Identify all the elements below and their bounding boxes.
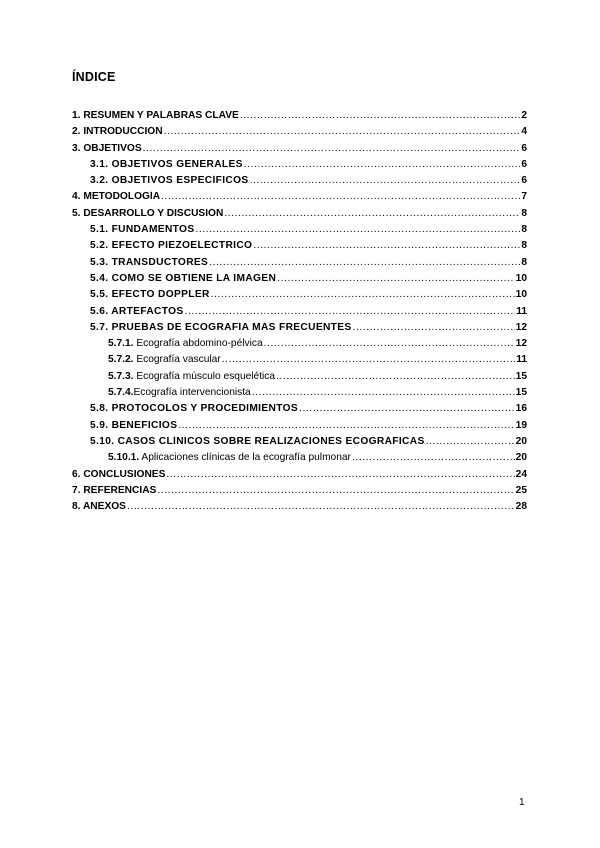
toc-entry-label: 3.2. OBJETIVOS ESPECÍFICOS: [90, 175, 249, 187]
toc-entry-page: 12: [515, 338, 527, 350]
toc-entry-label: 5.1. FUNDAMENTOS: [90, 224, 195, 236]
toc-dot-leader: [264, 338, 515, 349]
toc-entry[interactable]: [72, 338, 527, 354]
toc-entry-label: 5.7. PRUEBAS DE ECOGRAFÍA MÁS FRECUENTES: [90, 321, 352, 333]
toc-entry-number: 5.10.1.: [108, 452, 140, 464]
toc-entry[interactable]: [72, 420, 527, 436]
toc-entry[interactable]: [72, 143, 527, 159]
toc-dot-leader: [143, 143, 521, 154]
toc-entry-page: 15: [515, 370, 527, 382]
toc-entry-page: 6: [521, 175, 527, 187]
toc-dot-leader: [195, 224, 520, 235]
toc-entry[interactable]: [72, 403, 527, 419]
toc-dot-leader: [161, 191, 520, 202]
toc-dot-leader: [178, 420, 514, 431]
toc-entry-page: 24: [515, 468, 527, 480]
toc-entry-label: 7. REFERENCIAS: [72, 484, 157, 496]
toc-entry-page: 15: [515, 387, 527, 399]
toc-entry-label: 4. METODOLOGÍA: [72, 191, 161, 203]
toc-dot-leader: [353, 322, 515, 333]
toc-dot-leader: [426, 436, 515, 447]
toc-entry-number: 5.7.2.: [108, 354, 134, 366]
toc-entry[interactable]: [72, 257, 527, 273]
toc-entry-page: 2: [521, 110, 527, 121]
toc-entry[interactable]: [72, 501, 527, 517]
toc-entry[interactable]: [72, 191, 527, 207]
toc-entry-label: [108, 354, 221, 365]
toc-entry-page: 10: [515, 272, 527, 284]
toc-entry-page: 4: [521, 126, 527, 138]
toc-entry-page: 8: [521, 224, 527, 236]
toc-dot-leader: [352, 452, 515, 463]
toc-entry-label: 3.1. OBJETIVOS GENERALES: [90, 158, 243, 170]
toc-entry-text: Aplicaciones clínicas de la ecografía pulmonar: [139, 452, 351, 464]
toc-entry[interactable]: [72, 159, 527, 175]
toc-entry-label: 5.5. EFECTO DOPPLER: [90, 289, 210, 301]
toc-entry-label: 5.2. EFECTO PIEZOELÉCTRICO: [90, 240, 253, 252]
toc-entry-label: 3. OBJETIVOS: [72, 142, 142, 154]
toc-entry-label: 5.8. PROTOCOLOS Y PROCEDIMIENTOS: [90, 403, 299, 415]
toc-entry[interactable]: [72, 436, 527, 452]
toc-dot-leader: [277, 273, 514, 284]
toc-entry[interactable]: [72, 110, 527, 126]
toc-entry-page: 25: [515, 484, 527, 496]
toc-entry[interactable]: [72, 354, 527, 370]
toc-entry-number: 5.7.3.: [108, 370, 134, 382]
toc-dot-leader: [209, 257, 520, 268]
toc-entry-label: 2. INTRODUCCIÓN: [72, 126, 163, 138]
page-title: ÍNDICE: [72, 70, 116, 84]
toc-entry-label: 5.10. CASOS CLÍNICOS SOBRE REALIZACIONES ECOGRÁFICAS: [90, 435, 425, 447]
toc-entry-label: [108, 387, 251, 398]
toc-entry-text: Ecografía intervencionista: [133, 387, 251, 399]
toc-entry-label: 5.3. TRANSDUCTORES: [90, 256, 209, 268]
toc-dot-leader: [222, 354, 516, 365]
toc-entry[interactable]: [72, 371, 527, 387]
toc-entry-page: 6: [521, 158, 527, 170]
toc-dot-leader: [185, 306, 516, 317]
toc-entry-label: 5.9. BENEFICIOS: [90, 419, 178, 431]
toc-entry-page: 11: [516, 354, 527, 366]
toc-entry[interactable]: [72, 273, 527, 289]
toc-entry-page: 8: [521, 256, 527, 268]
toc-entry-label: 8. ANEXOS: [72, 501, 126, 513]
toc-dot-leader: [252, 387, 515, 398]
toc-dot-leader: [276, 371, 515, 382]
toc-entry[interactable]: [72, 306, 527, 322]
toc-entry[interactable]: [72, 175, 527, 191]
toc-entry[interactable]: [72, 485, 527, 501]
toc-entry-page: 28: [515, 501, 527, 513]
toc-dot-leader: [244, 159, 521, 170]
toc-dot-leader: [240, 110, 521, 121]
toc-entry-page: 8: [521, 207, 527, 219]
toc-entry-label: 6. CONCLUSIONES: [72, 468, 166, 480]
toc-dot-leader: [164, 126, 521, 137]
toc-dot-leader: [166, 469, 514, 480]
table-of-contents: [72, 110, 527, 517]
toc-entry-text: Ecografía vascular: [133, 354, 221, 366]
toc-dot-leader: [224, 208, 520, 219]
toc-entry-label: 5.4. COMO SE OBTIENE LA IMAGEN: [90, 272, 277, 284]
toc-entry-number: 5.7.4.: [108, 387, 134, 399]
toc-entry-page: 10: [515, 289, 527, 301]
toc-entry-page: 6: [521, 142, 527, 154]
toc-entry-label: [108, 452, 351, 463]
toc-entry-label: 1. RESUMEN Y PALABRAS CLAVE: [72, 110, 239, 121]
toc-entry[interactable]: [72, 126, 527, 142]
toc-dot-leader: [250, 175, 521, 186]
toc-entry[interactable]: [72, 240, 527, 256]
toc-entry[interactable]: [72, 469, 527, 485]
toc-entry-page: 20: [515, 435, 527, 447]
toc-entry-label: 5. DESARROLLO Y DISCUSIÓN: [72, 207, 224, 219]
toc-entry[interactable]: [72, 452, 527, 468]
toc-entry[interactable]: [72, 224, 527, 240]
toc-entry[interactable]: [72, 322, 527, 338]
toc-entry-text: Ecografía abdomino-pélvica: [133, 338, 263, 350]
toc-entry-page: 20: [515, 452, 527, 464]
toc-entry-label: 5.6. ARTEFACTOS: [90, 305, 184, 317]
page-number: 1: [519, 797, 525, 808]
toc-entry[interactable]: [72, 289, 527, 305]
toc-entry-page: 11: [516, 305, 527, 317]
toc-entry-page: 19: [515, 419, 527, 431]
toc-entry-number: 5.7.1.: [108, 338, 134, 350]
toc-entry-page: 16: [515, 403, 527, 415]
toc-entry[interactable]: [72, 387, 527, 403]
toc-dot-leader: [253, 240, 520, 251]
toc-entry-page: 12: [515, 321, 527, 333]
toc-entry-label: [108, 371, 275, 382]
toc-dot-leader: [127, 501, 515, 512]
toc-entry[interactable]: [72, 208, 527, 224]
toc-entry-text: Ecografía músculo esquelética: [133, 370, 276, 382]
toc-entry-label: [108, 338, 263, 349]
toc-dot-leader: [299, 403, 515, 414]
toc-dot-leader: [211, 289, 515, 300]
toc-dot-leader: [157, 485, 514, 496]
toc-entry-page: 7: [521, 191, 527, 203]
toc-entry-page: 8: [521, 240, 527, 252]
